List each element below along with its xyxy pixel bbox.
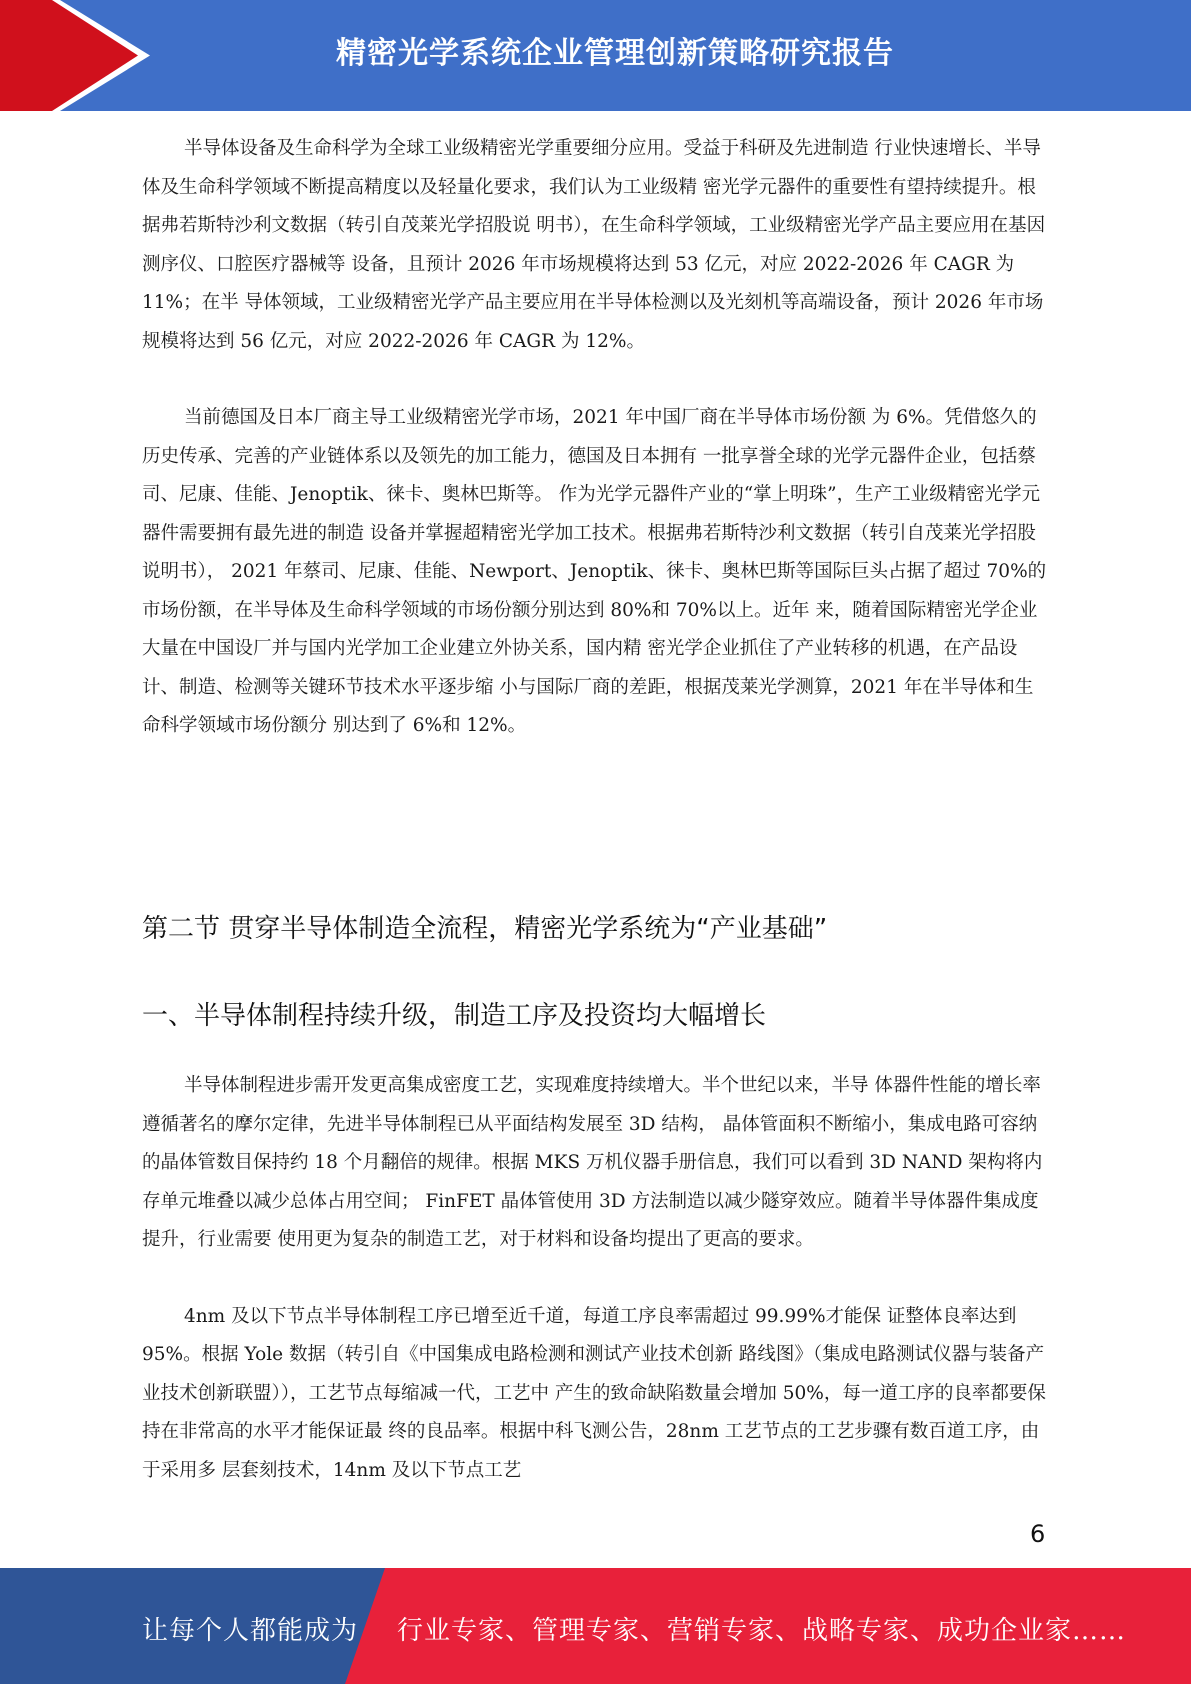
- paragraph-1: 半导体设备及生命科学为全球工业级精密光学重要细分应用。受益于科研及先进制造 行业快速增长、半导体及生命科学领域不断提高精度以及轻量化要求，我们认为工业级精 密光学元器件的重要性有望持续提升。根据弗若斯特沙利文数据（转引自茂莱光学招股说 明书），在生命科学领域，工业级精密光学产品主要应用在基因测序仪、口腔医疗器械等 设备，且预计 2026 年市场规模将达到 53 亿元，对应 2022-2026 年 CAGR 为 11%；在半 导体领域，工业级精密光学产品主要应用在半导体检测以及光刻机等高端设备，预计 2026 年市场规模将达到 56 亿元，对应 2022-2026 年 CAGR 为 12%。: [142, 138, 1046, 352]
- body-text-top: [142, 130, 1047, 746]
- page-footer: [0, 1568, 1191, 1684]
- page-number: 6: [1030, 1520, 1046, 1548]
- paragraph-3: 半导体制程进步需开发更高集成密度工艺，实现难度持续增大。半个世纪以来，半导 体器件性能的增长率遵循著名的摩尔定律，先进半导体制程已从平面结构发展至 3D 结构， 晶体管面积不断缩小，集成电路可容纳的晶体管数目保持约 18 个月翻倍的规律。根据 MKS 万机仪器手册信息，我们可以看到 3D NAND 架构将内存单元堆叠以减少总体占用空间； FinFET 晶体管使用 3D 方法制造以减少隧穿效应。随着半导体器件集成度提升，行业需要 使用更为复杂的制造工艺，对于材料和设备均提出了更高的要求。: [142, 1075, 1043, 1250]
- section-title: 第二节 贯穿半导体制造全流程，精密光学系统为“产业基础”: [142, 914, 828, 944]
- footer-slogan-left: 让每个人都能成为: [142, 1616, 359, 1646]
- paragraph-4: 4nm 及以下节点半导体制程工序已增至近千道，每道工序良率需超过 99.99%才能保 证整体良率达到 95%。根据 Yole 数据（转引自《中国集成电路检测和测试产业技术创新 路线图》（集成电路测试仪器与装备产业技术创新联盟）），工艺节点每缩减一代，工艺中 产生的致命缺陷数量会增加 50%，每一道工序的良率都要保持在非常高的水平才能保证最 终的良品率。根据中科飞测公告，28nm 工艺节点的工艺步骤有数百道工序，由于采用多 层套刻技术，14nm 及以下节点工艺: [142, 1305, 1046, 1481]
- paragraph-2: 当前德国及日本厂商主导工业级精密光学市场，2021 年中国厂商在半导体市场份额 为 6%。凭借悠久的历史传承、完善的产业链体系以及领先的加工能力，德国及日本拥有 一批享誉全球的光学元器件企业，包括蔡司、尼康、佳能、Jenoptik、徕卡、奥林巴斯等。 作为光学元器件产业的“掌上明珠”，生产工业级精密光学元器件需要拥有最先进的制造 设备并掌握超精密光学加工技术。根据弗若斯特沙利文数据（转引自茂莱光学招股说明书）， 2021 年蔡司、尼康、佳能、Newport、Jenoptik、徕卡、奥林巴斯等国际巨头占据了超过 70%的市场份额，在半导体及生命科学领域的市场份额分别达到 80%和 70%以上。近年 来，随着国际精密光学企业大量在中国设厂并与国内光学加工企业建立外协关系，国内精 密光学企业抓住了产业转移的机遇，在产品设计、制造、检测等关键环节技术水平逐步缩 小与国际厂商的差距，根据茂莱光学测算，2021 年在半导体和生命科学领域市场份额分 别达到了 6%和 12%。: [142, 407, 1047, 736]
- subsection-title: 一、半导体制程持续升级，制造工序及投资均大幅增长: [142, 1001, 767, 1031]
- body-text-bottom: [142, 1067, 1047, 1490]
- report-title: 精密光学系统企业管理创新策略研究报告: [336, 36, 894, 71]
- page-header: [0, 0, 1191, 111]
- footer-slogan-right: 行业专家、管理专家、营销专家、战略专家、成功企业家……: [397, 1616, 1127, 1646]
